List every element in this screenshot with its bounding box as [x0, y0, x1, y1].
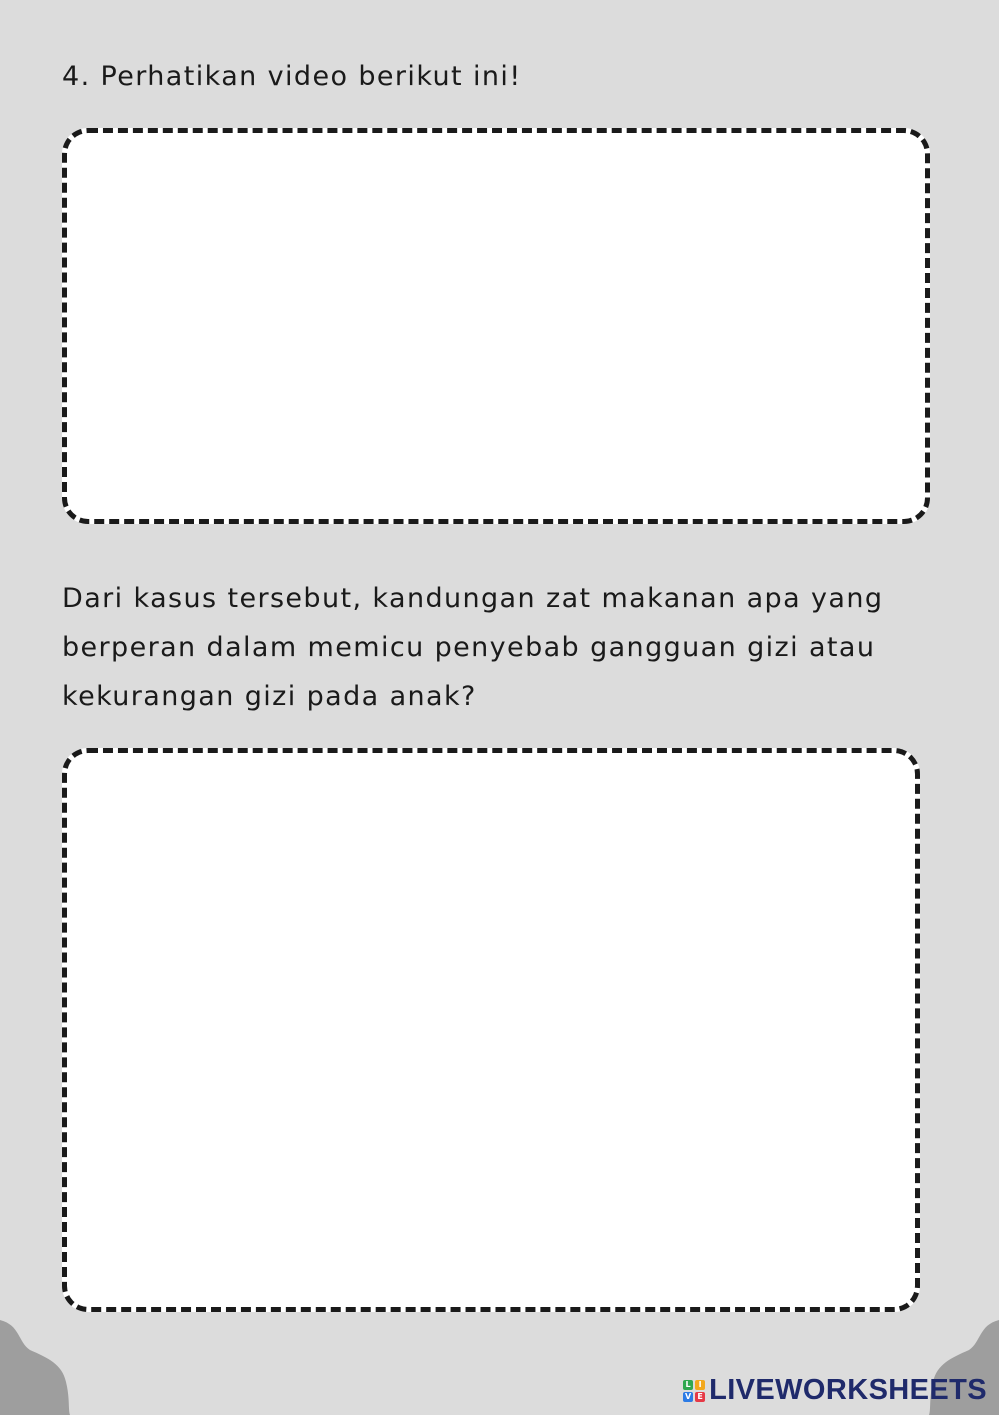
logo-tile-e: E	[695, 1392, 705, 1402]
logo-tile-l: L	[683, 1380, 693, 1390]
answer-input-box[interactable]	[62, 748, 920, 1312]
question-title: 4. Perhatikan video berikut ini!	[62, 61, 522, 92]
liveworksheets-logo-text: LIVEWORKSHEETS	[709, 1374, 987, 1406]
corner-decoration-left	[0, 1320, 70, 1415]
liveworksheets-logo-icon	[683, 1380, 705, 1402]
logo-tile-v: V	[684, 1391, 692, 1401]
video-embed-box[interactable]	[62, 128, 930, 524]
question-text: Dari kasus tersebut, kandungan zat makanan apa yang berperan dalam memicu penyebab gangguan gizi atau kekurangan gizi pada anak?	[62, 583, 884, 712]
liveworksheets-logo	[683, 1374, 987, 1407]
logo-tile-i: I	[695, 1380, 705, 1390]
